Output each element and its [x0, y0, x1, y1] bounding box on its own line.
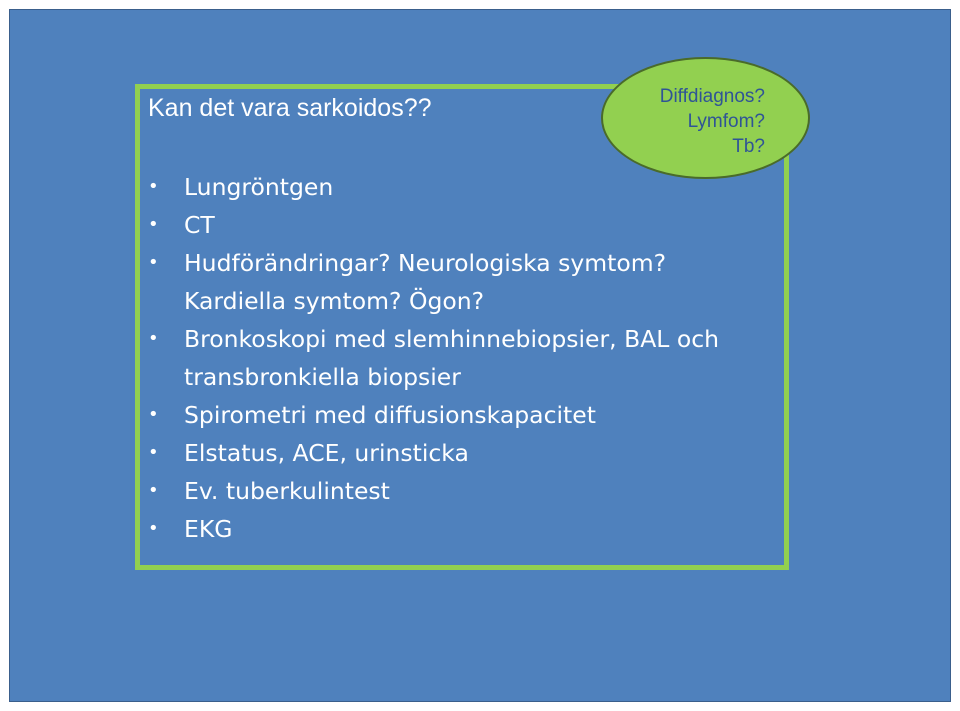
- list-item: [148, 244, 788, 320]
- list-item-text: CT: [184, 211, 215, 239]
- list-item-text: Elstatus, ACE, urinsticka: [184, 439, 469, 467]
- list-item-text: Lungröntgen: [184, 173, 334, 201]
- list-item: [148, 472, 788, 510]
- list-item-text: Ev. tuberkulintest: [184, 477, 390, 505]
- list-item: [148, 206, 788, 244]
- bullet-icon: •: [148, 518, 159, 539]
- callout-line: Diffdiagnos?: [659, 86, 765, 107]
- bullet-icon: •: [148, 480, 159, 501]
- list-item-text-continued: transbronkiella biopsier: [184, 363, 461, 391]
- bullet-icon: •: [148, 252, 159, 273]
- bullet-icon: •: [148, 442, 159, 463]
- callout-line: Lymfom?: [687, 111, 765, 132]
- list-item-text: Bronkoskopi med slemhinnebiopsier, BAL och: [184, 325, 720, 353]
- list-item-text-continued: Kardiella symtom? Ögon?: [184, 287, 485, 315]
- callout-text: [660, 84, 765, 159]
- list-item-text: Hudförändringar? Neurologiska symtom?: [184, 249, 667, 277]
- bullet-icon: •: [148, 176, 159, 197]
- list-item: [148, 434, 788, 472]
- bullet-icon: •: [148, 214, 159, 235]
- list-item: [148, 510, 788, 548]
- slide-title: Kan det vara sarkoidos??: [148, 94, 432, 122]
- bullet-icon: •: [148, 328, 159, 349]
- list-item: [148, 320, 788, 396]
- list-item-text: Spirometri med diffusionskapacitet: [184, 401, 596, 429]
- callout-line: Tb?: [732, 136, 765, 157]
- bullet-icon: •: [148, 404, 159, 425]
- list-item: [148, 396, 788, 434]
- list-item-text: EKG: [184, 515, 233, 543]
- bullet-list: [148, 168, 788, 548]
